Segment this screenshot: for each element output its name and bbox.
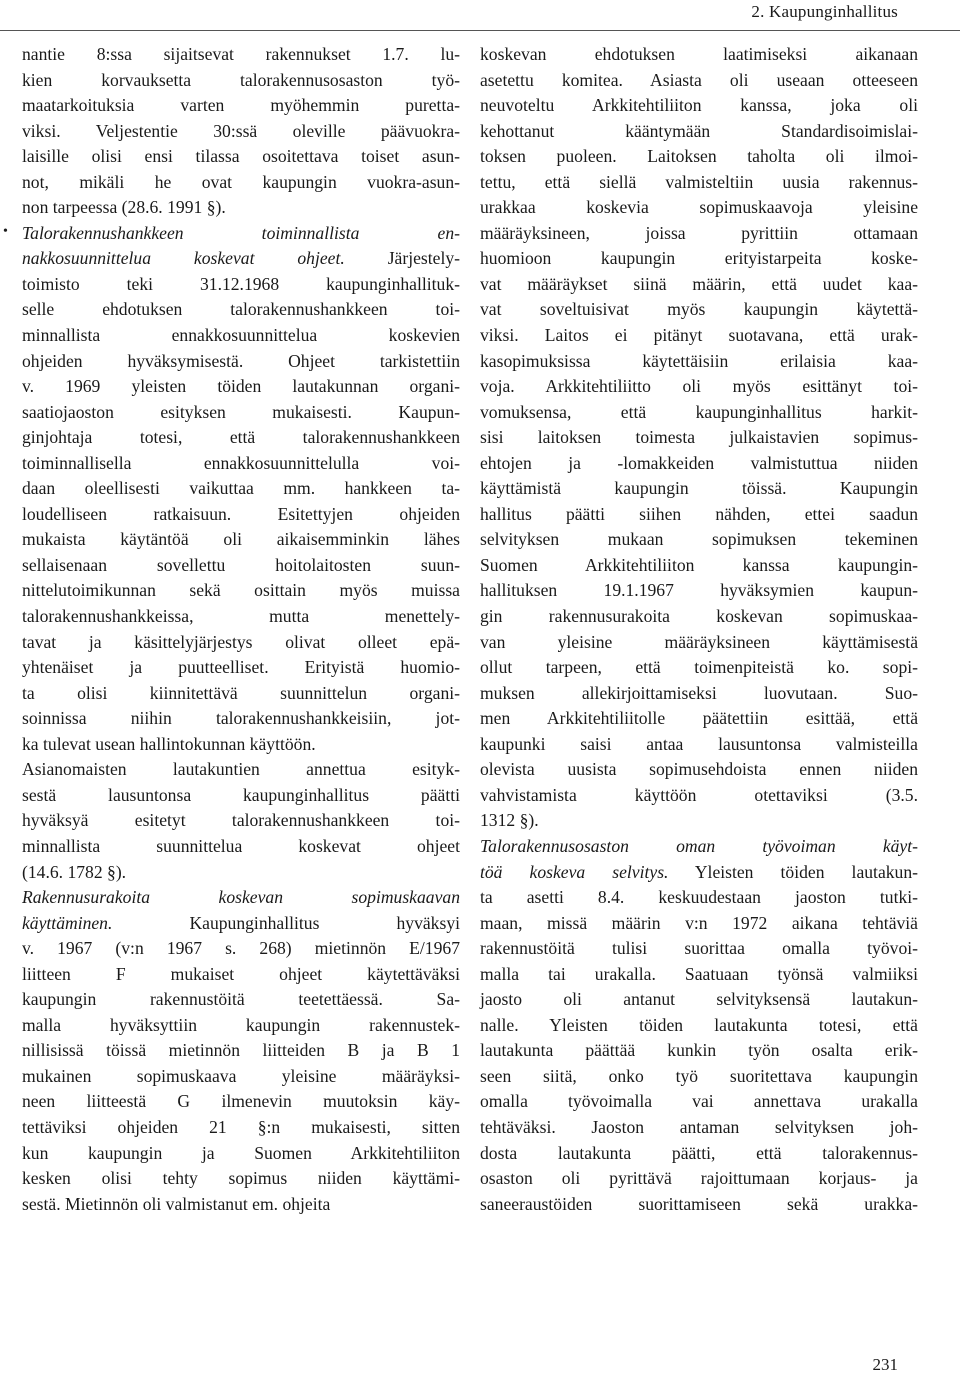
body-text: kaupungin rakennustöitä teetettäessä. Sa- (22, 989, 460, 1010)
text-line (22, 502, 460, 528)
body-text: vahvistamista käyttöön otettaviksi (3.5. (480, 784, 918, 805)
text-line (480, 374, 918, 400)
text-line (22, 860, 460, 886)
text-line (480, 68, 918, 94)
text-line (22, 68, 460, 94)
text-line (480, 476, 918, 502)
body-text: tehtäväksi. Jaoston antaman selvityksen joh- (480, 1116, 918, 1137)
body-text: tettu, että siellä valmisteltiin uusia rakennus- (480, 171, 918, 192)
text-line (480, 1141, 918, 1167)
body-text: loudelliseen ratkaisuun. Esitettyjen ohjeiden (22, 503, 460, 524)
body-text: vat soveltuisivat myös kaupungin käytettä- (480, 299, 918, 320)
body-text: toiminnallisella ennakkosuunnittelulla voi- (22, 452, 460, 473)
text-line (22, 221, 460, 247)
text-line (480, 630, 918, 656)
body-text: voja. Arkkitehtiliitto oli myös esittänyt toi- (480, 376, 918, 397)
body-text: maan, missä määrin v:n 1972 aikana tehtäviä (480, 912, 918, 933)
text-line (22, 681, 460, 707)
text-line (480, 936, 918, 962)
text-line (22, 630, 460, 656)
body-text: non tarpeessa (28.6. 1991 §). (22, 197, 226, 218)
body-text: neen liitteestä G ilmenevin muutoksin käy- (22, 1091, 460, 1112)
body-text: koskevan ehdotuksen laatimiseksi aikanaan (480, 44, 918, 64)
text-line (480, 681, 918, 707)
body-text: Yleisten töiden lautakun- (668, 861, 919, 882)
text-line (480, 1013, 918, 1039)
text-line (480, 962, 918, 988)
body-text: v. 1967 (v:n 1967 s. 268) mietinnön E/1967 (22, 938, 460, 959)
text-line (22, 119, 460, 145)
text-line (480, 272, 918, 298)
text-line (22, 808, 460, 834)
body-text: ka tulevat usean hallintokunnan käyttöön. (22, 733, 316, 754)
body-text: minnallista ennakkosuunnittelua koskevien (22, 325, 460, 346)
text-line (480, 757, 918, 783)
text-line (480, 425, 918, 451)
body-text: kasopimuksissa käytettäisiin erilaisia kaa- (480, 350, 918, 371)
text-line (22, 297, 460, 323)
body-text: laisille olisi ensi tilassa osoitettava toiset asun- (22, 146, 460, 167)
body-text: gin rakennusurakoita koskevan sopimuskaa- (480, 606, 918, 627)
text-line (22, 144, 460, 170)
text-line (480, 1166, 918, 1192)
text-line (480, 604, 918, 630)
body-text: sestä. Mietinnön oli valmistanut em. ohjeita (22, 1193, 331, 1214)
body-text: tavat ja käsittelyjärjestys olivat olleet epä- (22, 631, 460, 652)
body-text: men Arkkitehtiliitolle päätettiin esittää, että (480, 708, 918, 729)
text-line (480, 860, 918, 886)
text-line (22, 195, 460, 221)
body-text: asetettu komitea. Asiasta oli useaan otteeseen (480, 69, 918, 90)
italic-heading-text: töä koskeva selvitys. (480, 861, 669, 882)
body-text: toksen puoleen. Laitoksen taholta oli ilmoi- (480, 146, 918, 167)
text-line (480, 221, 918, 247)
body-text: selvityksen mukaan sopimuksen tekeminen (480, 529, 918, 550)
text-line (22, 1141, 460, 1167)
text-line (22, 272, 460, 298)
text-line (22, 93, 460, 119)
body-text: osaston oli pyrittävä rajoittumaan korjaus- ja (480, 1168, 918, 1189)
page-number: 231 (872, 1355, 898, 1374)
body-text: kien korvauksetta talorakennusosaston työ- (22, 69, 460, 90)
text-line (480, 808, 918, 834)
text-line (22, 1089, 460, 1115)
text-line (480, 706, 918, 732)
body-text: talorakennushankkeissa, mutta menettely- (22, 606, 460, 627)
body-text: soinnissa niihin talorakennushankkeisiin, jot- (22, 708, 460, 729)
body-text: dosta lautakunta päätti, että talorakennus- (480, 1142, 918, 1163)
header-rule (0, 30, 960, 31)
text-line (480, 1038, 918, 1064)
text-line (480, 553, 918, 579)
body-text: Suomen Arkkitehtiliiton kanssa kaupungin- (480, 554, 918, 575)
page-header: 2. Kaupunginhallitus (751, 2, 898, 21)
text-line (22, 425, 460, 451)
body-text: sisi laitoksen toimesta julkaistavien sopimus- (480, 427, 918, 448)
text-line (480, 527, 918, 553)
italic-heading-text: Talorakennushankkeen toiminnallista en- (22, 222, 460, 243)
body-text: v. 1969 yleisten töiden lautakunnan organi- (22, 376, 460, 397)
text-line (480, 170, 918, 196)
text-line (22, 451, 460, 477)
body-text: tettäviksi ohjeiden 21 §:n mukaisesti, sitten (22, 1116, 460, 1137)
italic-heading-text: Rakennusurakoita koskevan sopimuskaavan (22, 887, 460, 908)
text-line (22, 936, 460, 962)
text-line (22, 911, 460, 937)
italic-heading-text: nakkosuunnittelua koskevat ohjeet. (22, 248, 345, 269)
text-line (480, 578, 918, 604)
text-line (480, 1064, 918, 1090)
text-line (22, 170, 460, 196)
text-line (480, 93, 918, 119)
body-text: Kaupunginhallitus hyväksyi (112, 912, 460, 933)
body-text: not, mikäli he ovat kaupungin vuokra-asun- (22, 171, 460, 192)
text-line (22, 42, 460, 68)
text-line (480, 834, 918, 860)
body-text: määräyksineen, joissa pyrittiin ottamaan (480, 222, 918, 243)
body-text: ginjohtaja totesi, että talorakennushankkeen (22, 427, 460, 448)
body-text: Asianomaisten lautakuntien annettua esityk- (22, 759, 460, 780)
body-text: kun kaupungin ja Suomen Arkkitehtiliiton (22, 1142, 460, 1163)
italic-heading-text: käyttäminen. (22, 912, 113, 933)
text-line (22, 706, 460, 732)
text-line (22, 834, 460, 860)
body-text: vat määräykset siinä määrin, että uudet kaa- (480, 273, 918, 294)
body-text: hallitus päätti siihen nähden, ettei saadun (480, 503, 918, 524)
body-text: 1312 §). (480, 810, 539, 831)
body-text: hallituksen 19.1.1967 hyväksymien kaupun- (480, 580, 918, 601)
body-text: sestä lausuntonsa kaupunginhallitus päätti (22, 784, 460, 805)
body-text: yhtenäiset ja puutteelliset. Erityistä huomio- (22, 657, 460, 678)
body-text: liitteen F mukaiset ohjeet käytettäväksi (22, 963, 460, 984)
text-line (480, 1089, 918, 1115)
text-line (22, 1064, 460, 1090)
text-line (480, 400, 918, 426)
text-line (480, 349, 918, 375)
text-line (480, 987, 918, 1013)
text-line (480, 451, 918, 477)
body-text: ohjeiden hyväksymisestä. Ohjeet tarkistettiin (22, 350, 460, 371)
body-text: ta olisi kiinnitettävä suunnittelun organi- (22, 682, 460, 703)
text-line (22, 323, 460, 349)
body-text: seen siitä, onko työ suoritettava kaupungin (480, 1065, 918, 1086)
text-line (22, 885, 460, 911)
text-line (22, 476, 460, 502)
text-line (22, 578, 460, 604)
text-line (22, 962, 460, 988)
text-line (22, 527, 460, 553)
body-text: maatarkoituksia varten myöhemmin puretta- (22, 95, 460, 116)
body-text: omalla työvoimalla vai annettava urakalla (480, 1091, 918, 1112)
body-text: selle ehdotuksen talorakennushankkeen toi- (22, 299, 460, 320)
body-text: lautakunta päättää kunkin työn osalta erik- (480, 1040, 918, 1061)
text-line (480, 323, 918, 349)
body-text: kaupunki saisi antaa lausuntonsa valmisteilla (480, 733, 918, 754)
body-text: neuvoteltu Arkkitehtiliiton kanssa, joka oli (480, 95, 918, 116)
body-text: saneeraustöiden suorittamiseen sekä urakka- (480, 1193, 918, 1214)
body-text: daan oleellisesti vaikuttaa mm. hankkeen ta- (22, 478, 460, 499)
body-text: nantie 8:ssa sijaitsevat rakennukset 1.7. lu- (22, 44, 460, 64)
left-column (22, 42, 460, 1217)
text-line (22, 246, 460, 272)
body-text: sellaisenaan sovellettu hoitolaitosten suun- (22, 554, 460, 575)
text-line (22, 783, 460, 809)
text-line (22, 553, 460, 579)
text-line (22, 1192, 460, 1218)
text-line (22, 349, 460, 375)
body-text: ollut tarpeen, että toimenpiteistä ko. sopi- (480, 657, 918, 678)
text-line (480, 732, 918, 758)
body-text: kesken olisi tehty sopimus niiden käyttämi- (22, 1168, 460, 1189)
body-text: malla hyväksyttiin kaupungin rakennustek- (22, 1014, 460, 1035)
body-text: ehtojen ja -lomakkeiden valmistuttua niiden (480, 452, 918, 473)
text-line (480, 144, 918, 170)
body-text: muksen allekirjoittamiseksi luovutaan. Suo- (480, 682, 918, 703)
text-line (22, 1013, 460, 1039)
text-line (480, 42, 918, 68)
body-text: urakkaa koskevia sopimuskaavoja yleisine (480, 197, 918, 218)
body-text: malla tai urakalla. Saatuaan työnsä valmiiksi (480, 963, 918, 984)
text-line (480, 655, 918, 681)
body-text: kehottanut kääntymään Standardisoimislai- (480, 120, 918, 141)
text-line (480, 911, 918, 937)
body-text: ta asetti 8.4. keskuudestaan jaoston tutki- (480, 887, 918, 908)
text-line (480, 119, 918, 145)
body-text: viksi. Veljestentie 30:ssä oleville päävuokra- (22, 120, 460, 141)
text-line (22, 374, 460, 400)
body-text: viksi. Laitos ei pitänyt suotavana, että urak- (480, 325, 918, 346)
body-text: nillisissä töissä mietinnön liitteiden B ja B 1 (22, 1040, 460, 1061)
body-text: rakennustöitä tulisi suorittaa omalla työvoi- (480, 938, 918, 959)
right-column (480, 42, 918, 1217)
text-line (480, 1115, 918, 1141)
body-text: jaosto oli antanut selvityksensä lautakun- (480, 989, 918, 1010)
body-text: mukaista käytäntöä oli aikaisemminkin lähes (22, 529, 460, 550)
text-line (480, 783, 918, 809)
text-line (22, 987, 460, 1013)
text-line (22, 1115, 460, 1141)
text-line (480, 885, 918, 911)
body-text: nalle. Yleisten töiden lautakunta totesi, että (480, 1014, 918, 1035)
text-line (480, 502, 918, 528)
text-line (480, 195, 918, 221)
text-line (22, 1038, 460, 1064)
margin-bullet: • (3, 224, 8, 239)
text-line (480, 1192, 918, 1218)
body-text: käyttämistä kaupungin töissä. Kaupungin (480, 478, 918, 499)
body-text: (14.6. 1782 §). (22, 861, 127, 882)
body-text: olevista uusista sopimusehdoista ennen niiden (480, 759, 918, 780)
body-text: nittelutoimikunnan sekä osittain myös muissa (22, 580, 460, 601)
text-line (22, 400, 460, 426)
text-line (22, 604, 460, 630)
text-line (480, 246, 918, 272)
text-line (22, 757, 460, 783)
text-line (22, 655, 460, 681)
body-text: Järjestely- (344, 248, 460, 269)
body-text: huomioon kaupungin erityistarpeita koske- (480, 248, 918, 269)
text-line (22, 732, 460, 758)
body-text: vomuksensa, että kaupunginhallitus harkit- (480, 401, 918, 422)
text-line (22, 1166, 460, 1192)
body-text: toimisto teki 31.12.1968 kaupunginhallituk- (22, 273, 460, 294)
body-text: minnallista suunnittelua koskevat ohjeet (22, 835, 460, 856)
body-text: hyväksyä esitetyt talorakennushankkeen toi- (22, 810, 460, 831)
text-line (480, 297, 918, 323)
body-text: mukainen sopimuskaava yleisine määräyksi- (22, 1065, 460, 1086)
italic-heading-text: Talorakennusosaston oman työvoiman käyt- (480, 835, 918, 856)
body-text: van yleisine määräyksineen käyttämisestä (480, 631, 918, 652)
body-text: saatiojaoston esityksen mukaisesti. Kaupun- (22, 401, 460, 422)
